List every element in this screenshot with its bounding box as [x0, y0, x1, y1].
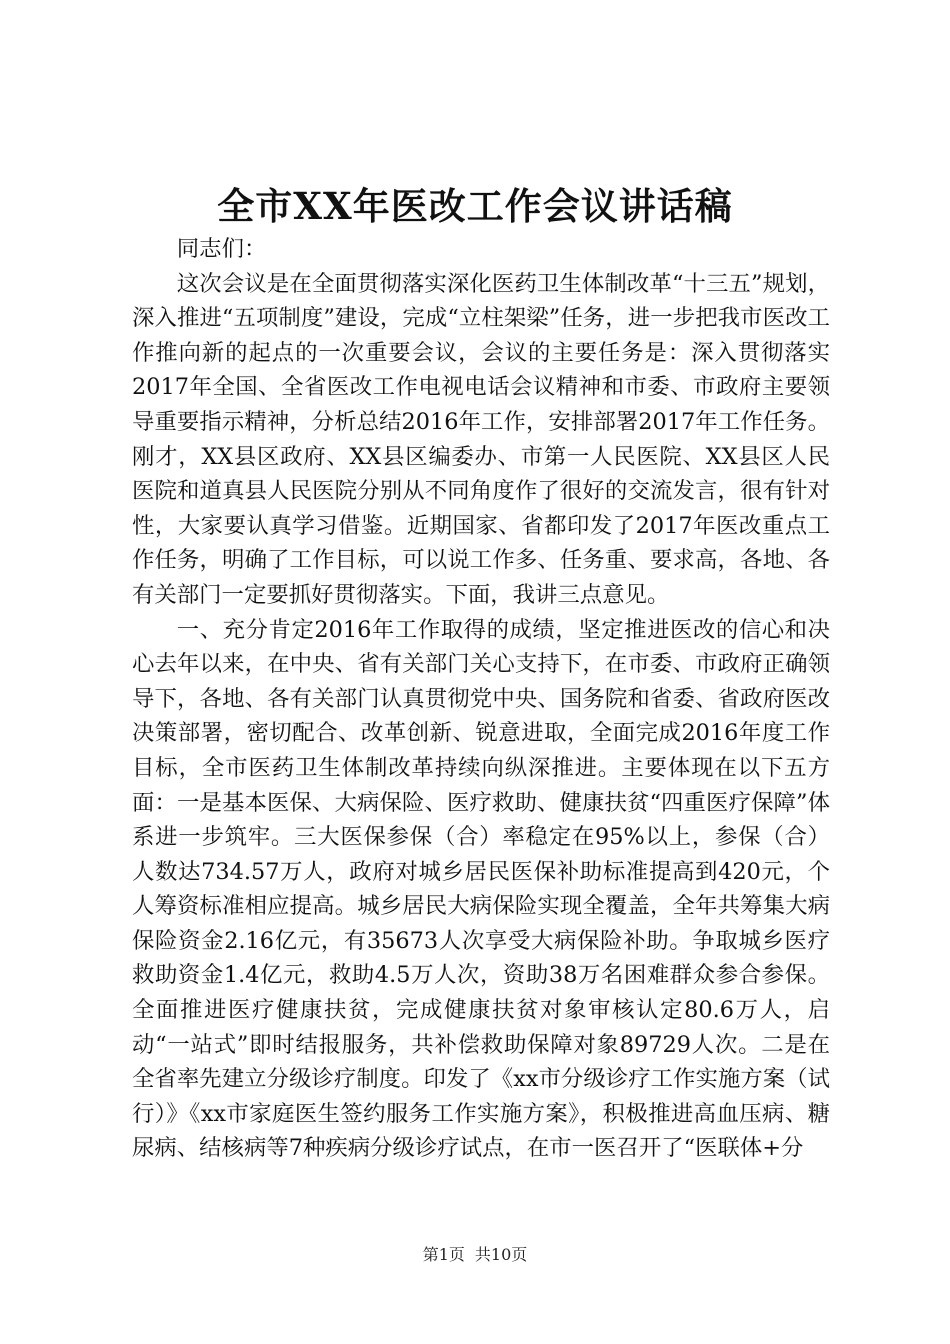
paragraph-2: 一、充分肯定2016年工作取得的成绩，坚定推进医改的信心和决心去年以来，在中央、省有关部门关心支持下，在市委、市政府正确领导下，各地、各有关部门认真贯彻党中央、国务院和省委、省政府医改决策部署，密切配合、改革创新、锐意进取，全面完成2016年度工作目标，全市医药卫生体制改革持续向纵深推进。主要体现在以下五方面：一是基本医保、大病保险、医疗救助、健康扶贫“四重医疗保障”体系进一步筑牢。三大医保参保（合）率稳定在95%以上，参保（合）人数达734.57万人，政府对城乡居民医保补助标准提高到420元，个人筹资标准相应提高。城乡居民大病保险实现全覆盖，全年共筹集大病保险资金2.16亿元，有35673人次享受大病保险补助。争取城乡医疗救助资金1.4亿元，救助4.5万人次，资助38万名困难群众参合参保。全面推进医疗健康扶贫，完成健康扶贫对象审核认定80.6万人，启动“一站式”即时结报服务，共补偿救助保障对象89729人次。二是在全省率先建立分级诊疗制度。印发了《xx市分级诊疗工作实施方案（试行）》《xx市家庭医生签约服务工作实施方案》，积极推进高血压病、糖尿病、结核病等7种疾病分级诊疗试点，在市一医召开了“医联体+分 — [132, 616, 830, 1162]
page-number: 第1页 — [422, 1245, 465, 1264]
document-title: 全市XX年医改工作会议讲话稿 — [217, 184, 733, 228]
page-footer — [0, 1244, 950, 1266]
page-total: 共10页 — [474, 1245, 528, 1264]
salutation: 同志们： — [176, 236, 267, 262]
document-body — [132, 232, 830, 1166]
paragraph-1: 这次会议是在全面贯彻落实深化医药卫生体制改革“十三五”规划，深入推进“五项制度”建设，完成“立柱架梁”任务，进一步把我市医改工作推向新的起点的一次重要会议，会议的主要任务是：深入贯彻落实2017年全国、全省医改工作电视电话会议精神和市委、市政府主要领导重要指示精神，分析总结2016年工作，安排部署2017年工作任务。刚才，XX县区政府、XX县区编委办、市第一人民医院、XX县区人民医院和道真县人民医院分别从不同角度作了很好的交流发言，很有针对性，大家要认真学习借鉴。近期国家、省都印发了2017年医改重点工作任务，明确了工作目标，可以说工作多、任务重、要求高，各地、各有关部门一定要抓好贯彻落实。下面，我讲三点意见。 — [132, 270, 830, 608]
